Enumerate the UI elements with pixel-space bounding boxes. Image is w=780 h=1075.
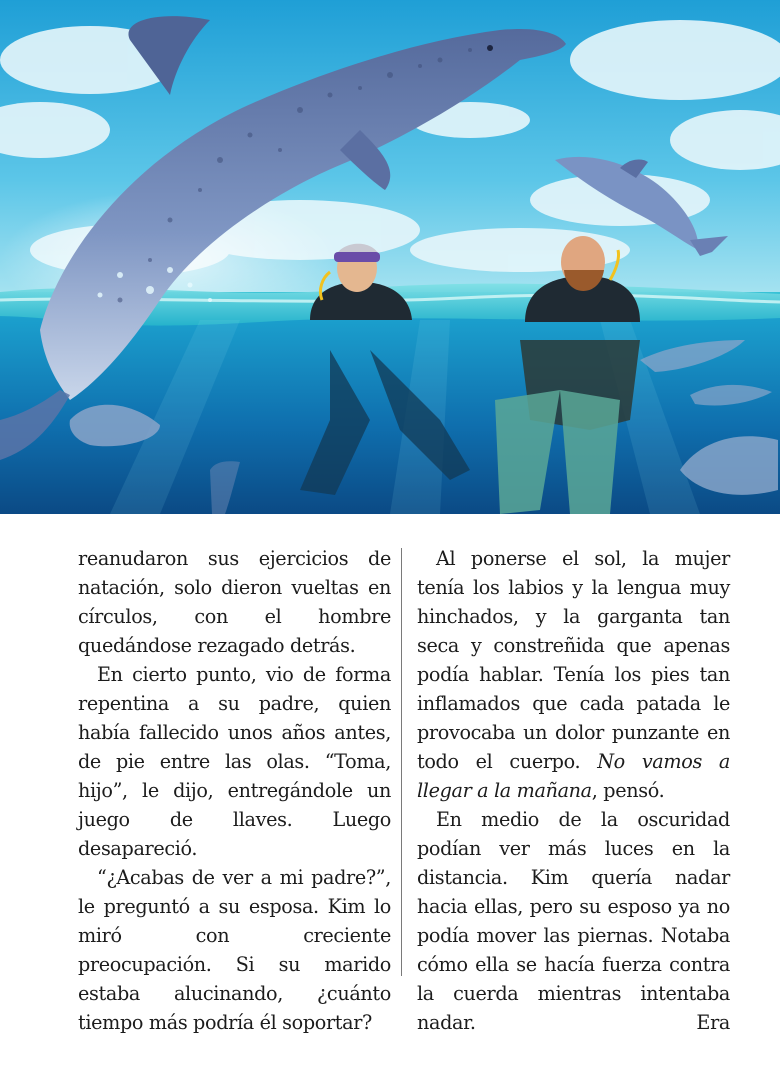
left-column [78, 544, 391, 1037]
paragraph-text: Al ponerse el sol, la mujer tenía los labios y la lengua muy hinchados, y la garganta tan seca y constreñida que apenas podía hablar. Tenía los pies tan inflamados que cada patada le provocaba un dolor punzante en todo el cuerpo. [417, 547, 730, 773]
dolphins-and-divers-illustration [0, 0, 780, 514]
paragraph-text: , pensó. [591, 779, 665, 802]
paragraph: “¿Acabas de ver a mi padre?”, le preguntó a su esposa. Kim lo miró con creciente preocupación. Si su marido estaba alucinando, ¿cuánto tiempo más podría él soportar? [78, 866, 391, 1034]
column-divider [401, 548, 402, 976]
paragraph [417, 544, 730, 805]
paragraph: En medio de la oscuridad podían ver más luces en la distancia. Kim quería nadar hacia ellas, pero su esposo ya no podía mover las piernas. Notaba cómo ella se hacía fuerza contra la cuerda mientras intentaba nadar. Era [417, 808, 730, 1034]
paragraph: En cierto punto, vio de forma repentina a su padre, quien había fallecido unos años antes, de pie entre las olas. “Toma, hijo”, le dijo, entregándole un juego de llaves. Luego desapareció. [78, 663, 391, 860]
italic-thought: No vamos a llegar a la mañana [417, 750, 731, 802]
paragraph: reanudaron sus ejercicios de natación, solo dieron vueltas en círculos, con el hombre quedándose rezagado detrás. [78, 547, 391, 657]
article-columns [78, 544, 731, 1034]
right-column [417, 544, 730, 1037]
